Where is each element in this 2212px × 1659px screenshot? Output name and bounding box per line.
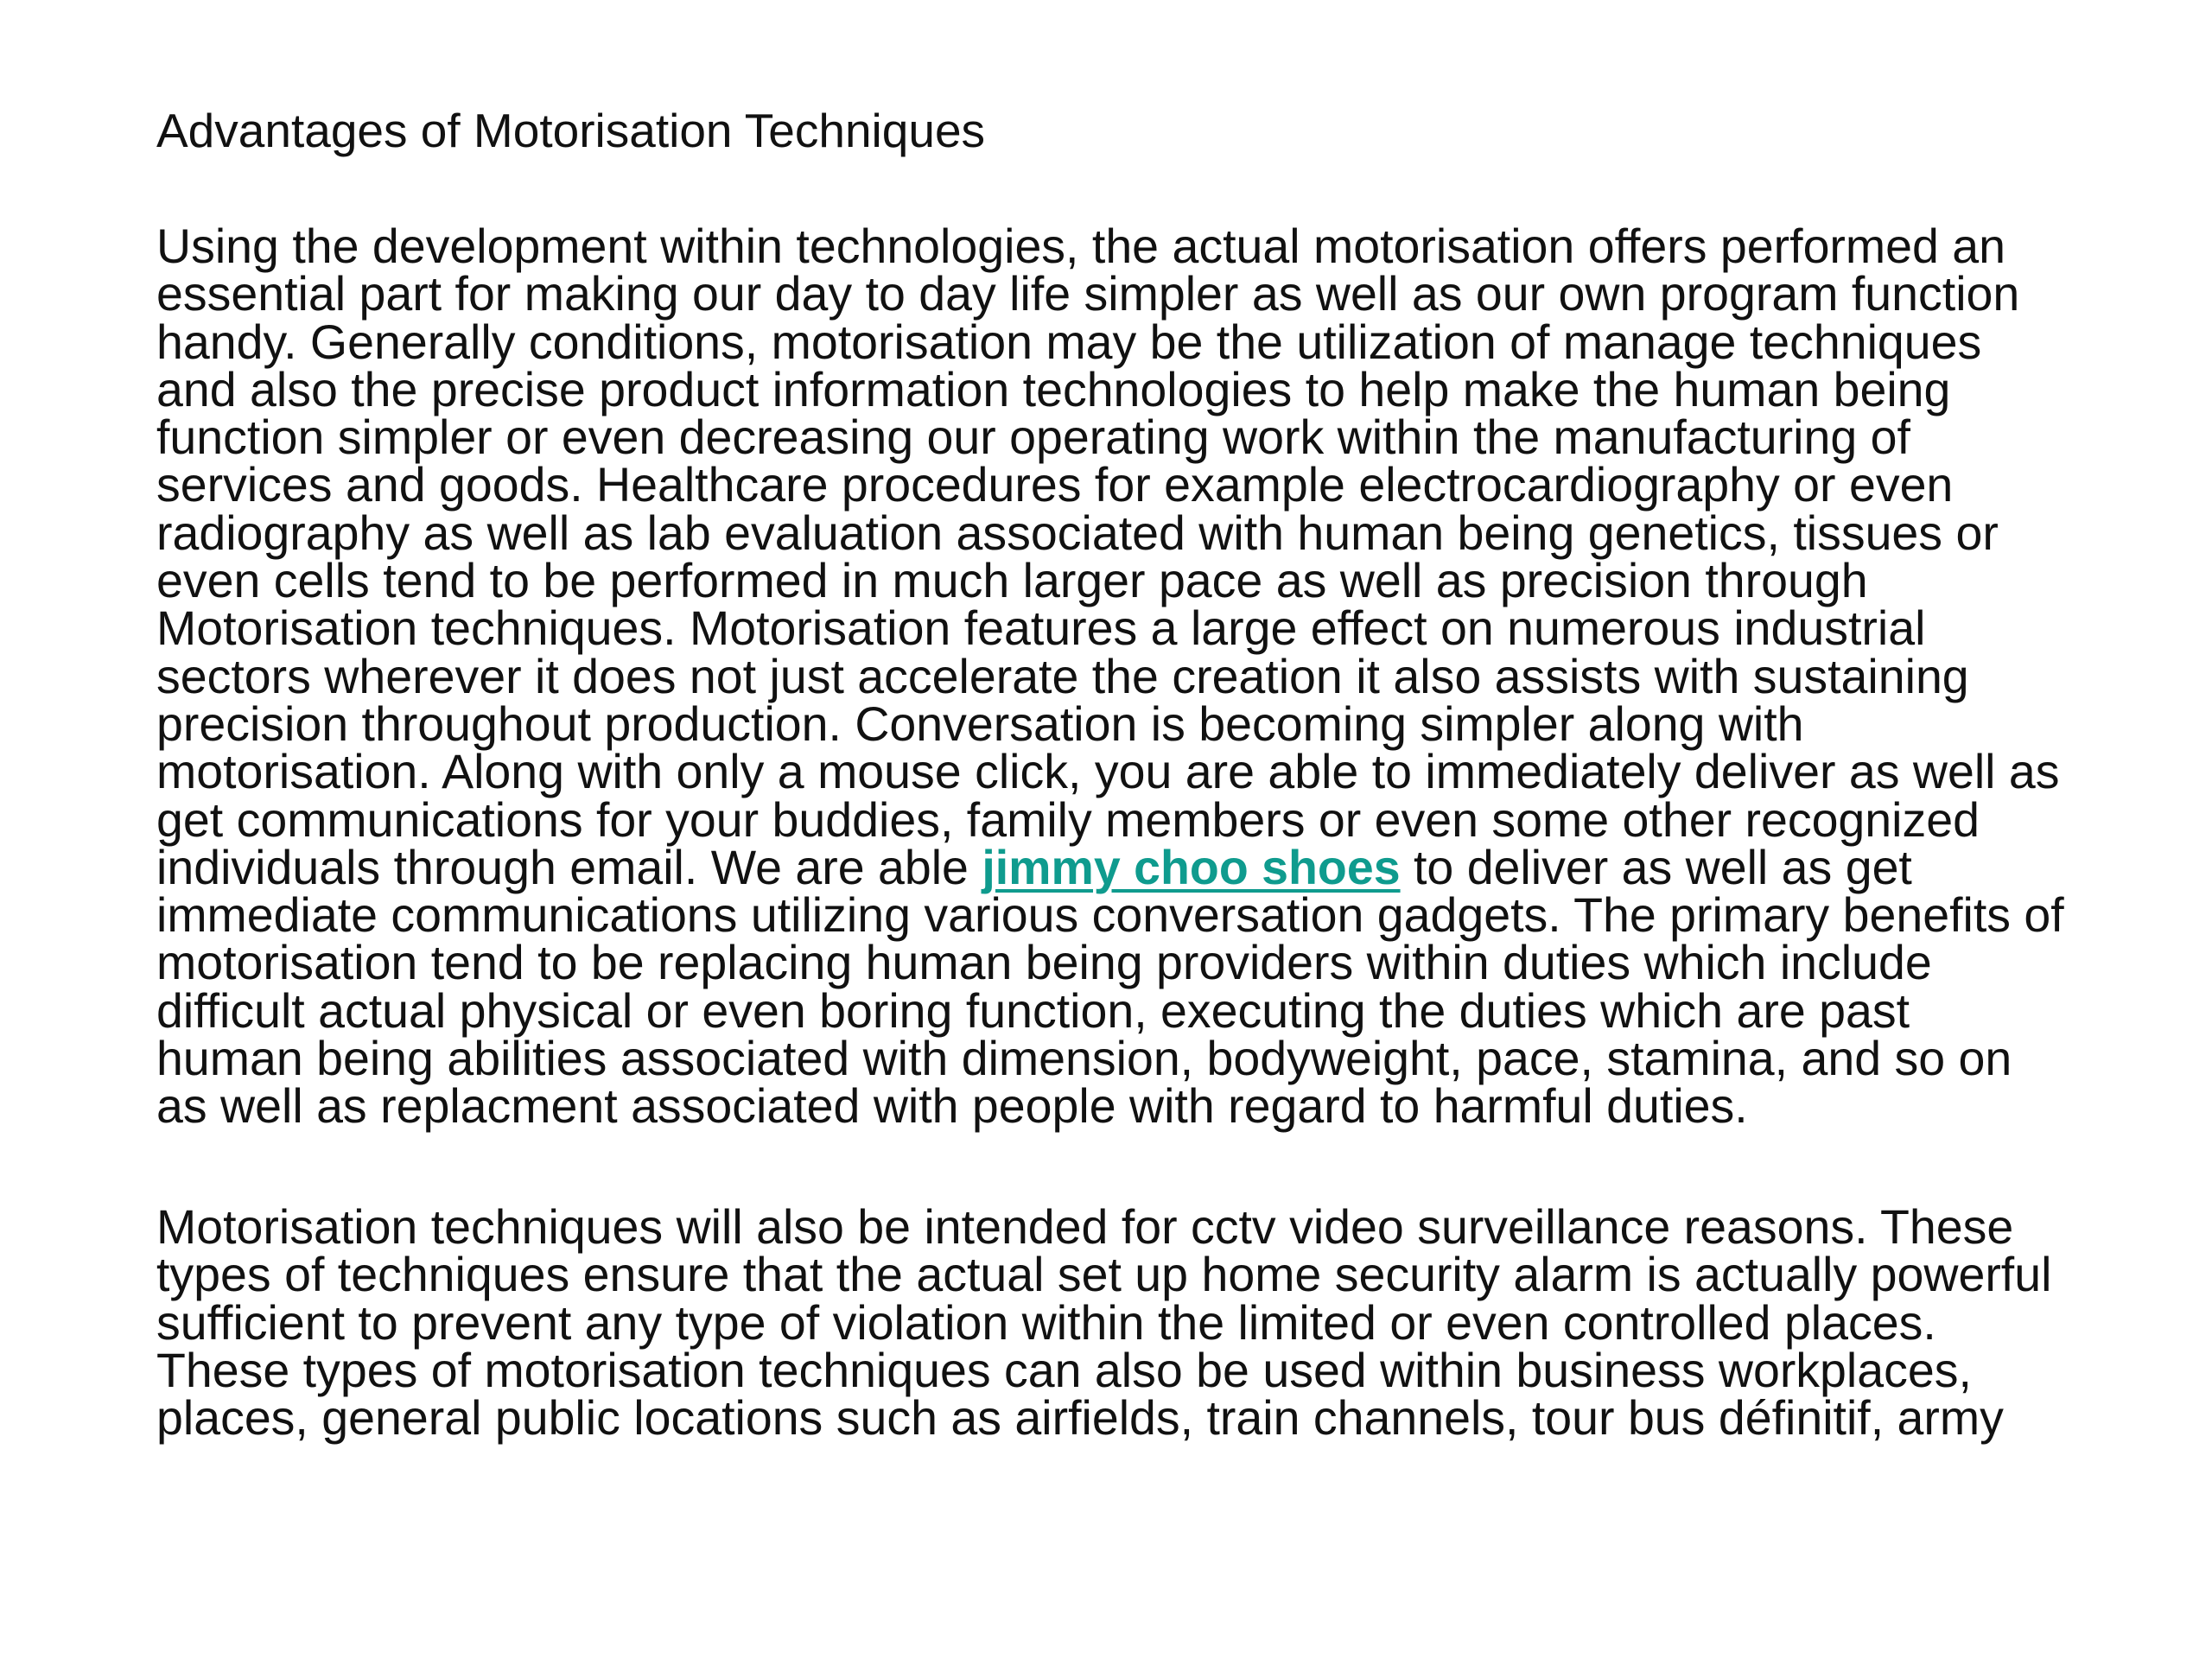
text-line: precision throughout production. Conversation is becoming simpler along with xyxy=(156,696,1804,751)
text-line: even cells tend to be performed in much larger pace as well as precision through xyxy=(156,554,1868,608)
text-line: get communications for your buddies, family members or even some other recognized xyxy=(156,792,1980,847)
text-line: function simpler or even decreasing our operating work within the manufacturing of xyxy=(156,410,1910,465)
text-line: motorisation. Along with only a mouse click, you are able to immediately deliver as well as xyxy=(156,745,2060,799)
text-line-with-link xyxy=(156,840,2064,894)
paragraph-2 xyxy=(156,1200,2052,1446)
text-line: essential part for making our day to day life simpler as well as our own program function xyxy=(156,267,2020,321)
text-line: human being abilities associated with dimension, bodyweight, pace, stamina, and so on xyxy=(156,1032,2012,1086)
text-line: places, general public locations such as airfields, train channels, tour bus définitif, army xyxy=(156,1391,2004,1446)
text-line: Motorisation techniques. Motorisation features a large effect on numerous industrial xyxy=(156,601,1926,656)
text-line: immediate communications utilizing various conversation gadgets. The primary benefits of xyxy=(156,888,2064,943)
text-line: and also the precise product information technologies to help make the human being xyxy=(156,362,1951,416)
text-line: Motorisation techniques will also be intended for cctv video surveillance reasons. These xyxy=(156,1200,2014,1254)
text-line: motorisation tend to be replacing human being providers within duties which include xyxy=(156,936,1932,990)
page-title: Advantages of Motorisation Techniques xyxy=(156,104,986,157)
text-line: Using the development within technologies, the actual motorisation offers performed an xyxy=(156,219,2006,273)
text-line: radiography as well as lab evaluation associated with human being genetics, tissues or xyxy=(156,505,1999,560)
text-line: These types of motorisation techniques can also be used within business workplaces, xyxy=(156,1343,1972,1397)
text-line: difficult actual physical or even boring function, executing the duties which are past xyxy=(156,983,1910,1038)
text-line: types of techniques ensure that the actual set up home security alarm is actually powerful xyxy=(156,1248,2052,1302)
text-line: services and goods. Healthcare procedures for example electrocardiography or even xyxy=(156,458,1954,512)
text-line: sufficient to prevent any type of violation within the limited or even controlled places. xyxy=(156,1295,1936,1350)
jimmy-choo-shoes-link[interactable]: jimmy choo shoes xyxy=(982,840,1401,894)
text-line: handy. Generally conditions, motorisation may be the utilization of manage techniques xyxy=(156,315,1982,369)
link-line-after: to deliver as well as get xyxy=(1400,840,1912,894)
link-line-before: individuals through email. We are able xyxy=(156,840,982,894)
text-line: sectors wherever it does not just accelerate the creation it also assists with sustaining xyxy=(156,649,1969,703)
text-line: as well as replacment associated with people with regard to harmful duties. xyxy=(156,1079,1748,1134)
paragraph-1 xyxy=(156,219,2064,1134)
